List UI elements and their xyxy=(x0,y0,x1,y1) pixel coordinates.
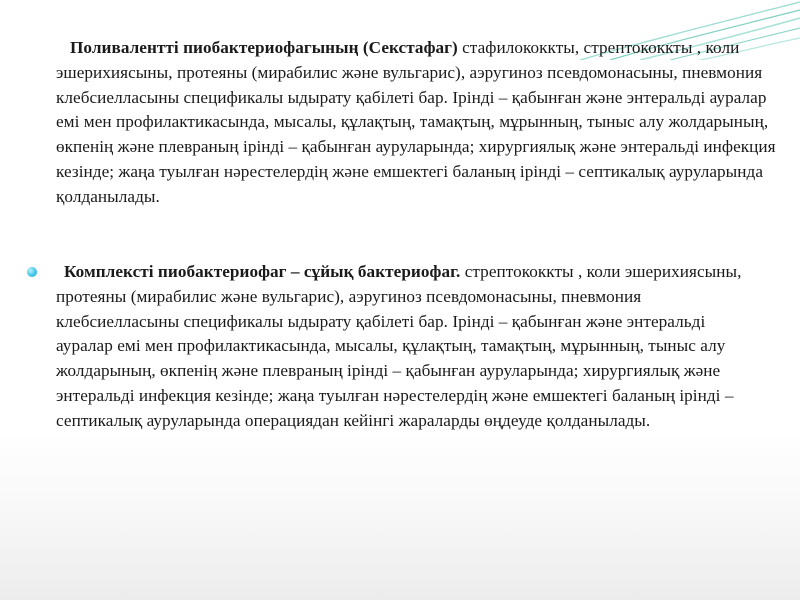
paragraph-1-text: стафилококкты, стрептококкты , коли эшерихиясыны, протеяны (мирабилис және вульгарис), аэругиноз псевдомонасыны, пневмония клебсиелласыны спецификалы ыдырату қабiлетi бар. Iрiндi – қабынған және энтеральдi ауралар емi мен профилактикасында, мысалы, құлақтың, тамақтың, мұрынның, тыныс алу жолдарының, өкпенiң және плевраның iрiндi – қабынған ауруларында; хирургиялық және энтеральдi инфекция кезiнде; жаңа туылған нәрестелердiң және емшектегi баланың iрiндi – септикалық ауруларында қолданылады. xyxy=(56,38,776,206)
paragraph-complex-pyobacteriophage xyxy=(56,260,756,434)
paragraph-polyvalent-pyobacteriophage xyxy=(56,36,776,210)
bullet-icon xyxy=(27,267,37,277)
paragraph-2-bold-lead: Комплекстi пиобактериофаг – сұйық бактериофаг. xyxy=(64,262,461,281)
paragraph-2-text: стрептококкты , коли эшерихиясыны, протеяны (мирабилис және вульгарис), аэругиноз псевдомонасыны, пневмония клебсиелласыны спецификалы ыдырату қабiлетi бар. Iрiндi – қабынған және энтеральдi ауралар емi мен профилактикасында, мысалы, құлақтың, тамақтың, мұрынның, тыныс алу жолдарының, өкпенiң және плевраның iрiндi – қабынған ауруларында; хирургиялық және энтеральдi инфекция кезiнде; жаңа туылған нәрестелердiң және емшектегi баланың iрiндi – септикалық ауруларында операциядан кейiнгi жараларды өңдеуде қолданылады. xyxy=(56,262,742,430)
paragraph-1-bold-lead: Поливаленттi пиобактериофагының (Секстафаг) xyxy=(70,38,458,57)
